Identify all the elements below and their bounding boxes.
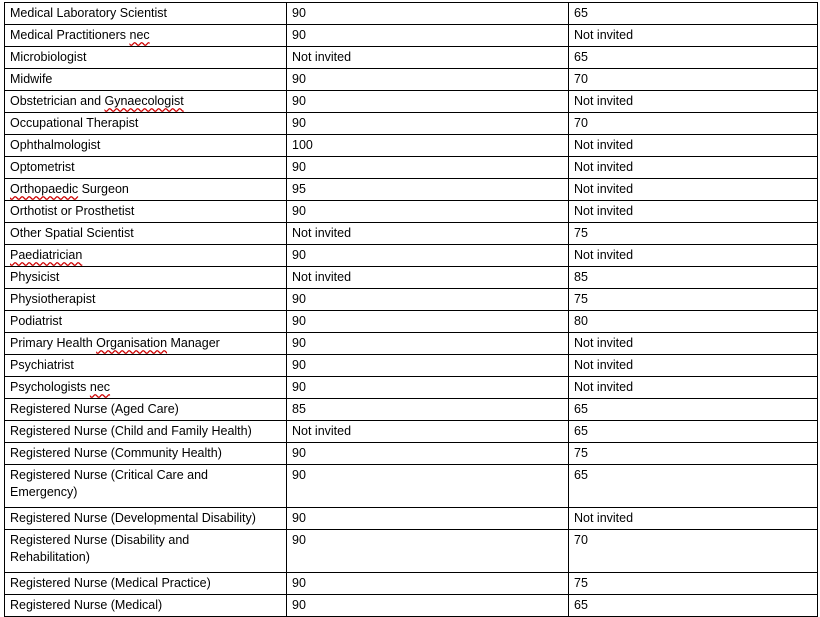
value-cell-col3: 75 xyxy=(569,443,818,465)
value-cell-col3: 80 xyxy=(569,311,818,333)
table-body xyxy=(5,3,818,617)
value-cell-col2: 90 xyxy=(287,289,569,311)
occupation-cell: Registered Nurse (Community Health) xyxy=(5,443,287,465)
table-row xyxy=(5,157,818,179)
occupation-cell: Microbiologist xyxy=(5,47,287,69)
table-row xyxy=(5,47,818,69)
occupation-cell: Physiotherapist xyxy=(5,289,287,311)
table-row xyxy=(5,69,818,91)
table-row xyxy=(5,355,818,377)
table-row xyxy=(5,113,818,135)
value-cell-col3: 75 xyxy=(569,223,818,245)
value-cell-col2: Not invited xyxy=(287,267,569,289)
occupation-cell: Registered Nurse (Medical) xyxy=(5,595,287,617)
value-cell-col2: 95 xyxy=(287,179,569,201)
occupation-cell xyxy=(5,245,287,267)
table-row xyxy=(5,311,818,333)
table-row xyxy=(5,25,818,47)
value-cell-col2: 90 xyxy=(287,69,569,91)
value-cell-col3: Not invited xyxy=(569,245,818,267)
value-cell-col3: Not invited xyxy=(569,157,818,179)
table-row xyxy=(5,421,818,443)
table-row xyxy=(5,508,818,530)
value-cell-col3: Not invited xyxy=(569,91,818,113)
value-cell-col2: 90 xyxy=(287,333,569,355)
value-cell-col2: 90 xyxy=(287,465,569,508)
occupation-cell: Ophthalmologist xyxy=(5,135,287,157)
value-cell-col3: 75 xyxy=(569,289,818,311)
occupation-cell: Registered Nurse (Medical Practice) xyxy=(5,573,287,595)
value-cell-col2: 85 xyxy=(287,399,569,421)
occupation-cell: Optometrist xyxy=(5,157,287,179)
value-cell-col2: 90 xyxy=(287,201,569,223)
occupation-cell: Obstetrician and Gynaecologist xyxy=(5,91,287,113)
value-cell-col2: Not invited xyxy=(287,421,569,443)
table-row xyxy=(5,333,818,355)
table-row xyxy=(5,245,818,267)
value-cell-col2: 90 xyxy=(287,245,569,267)
value-cell-col2: 90 xyxy=(287,573,569,595)
value-cell-col3: 85 xyxy=(569,267,818,289)
value-cell-col3: 65 xyxy=(569,595,818,617)
spellcheck-word: Organisation xyxy=(96,336,168,350)
table-row xyxy=(5,91,818,113)
occupation-cell: Primary Health Organisation Manager xyxy=(5,333,287,355)
value-cell-col3: 65 xyxy=(569,421,818,443)
value-cell-col2: 90 xyxy=(287,157,569,179)
table-row xyxy=(5,377,818,399)
value-cell-col3: Not invited xyxy=(569,201,818,223)
value-cell-col2: 90 xyxy=(287,3,569,25)
value-cell-col2: 90 xyxy=(287,113,569,135)
table-row xyxy=(5,223,818,245)
occupation-cell: Registered Nurse (Child and Family Health) xyxy=(5,421,287,443)
occupation-cell: Psychologists nec xyxy=(5,377,287,399)
table-row xyxy=(5,289,818,311)
value-cell-col2: Not invited xyxy=(287,223,569,245)
occupation-cell: Registered Nurse (Disability and Rehabilitation) xyxy=(5,530,287,573)
value-cell-col3: 65 xyxy=(569,465,818,508)
value-cell-col3: 65 xyxy=(569,3,818,25)
value-cell-col2: 90 xyxy=(287,377,569,399)
table-row xyxy=(5,573,818,595)
value-cell-col2: 90 xyxy=(287,508,569,530)
table-row xyxy=(5,465,818,508)
occupation-cell: Registered Nurse (Developmental Disability) xyxy=(5,508,287,530)
spellcheck-word: Gynaecologist xyxy=(104,94,184,108)
value-cell-col3: Not invited xyxy=(569,377,818,399)
occupation-cell: Registered Nurse (Aged Care) xyxy=(5,399,287,421)
occupation-cell: Physicist xyxy=(5,267,287,289)
value-cell-col3: 70 xyxy=(569,530,818,573)
value-cell-col3: 65 xyxy=(569,47,818,69)
value-cell-col3: 70 xyxy=(569,113,818,135)
value-cell-col3: Not invited xyxy=(569,355,818,377)
value-cell-col2: Not invited xyxy=(287,47,569,69)
occupation-cell: Medical Laboratory Scientist xyxy=(5,3,287,25)
value-cell-col2: 90 xyxy=(287,443,569,465)
value-cell-col3: Not invited xyxy=(569,135,818,157)
value-cell-col2: 90 xyxy=(287,595,569,617)
occupation-cell: Midwife xyxy=(5,69,287,91)
value-cell-col3: Not invited xyxy=(569,508,818,530)
table-row xyxy=(5,443,818,465)
document-page xyxy=(4,2,818,617)
value-cell-col2: 90 xyxy=(287,311,569,333)
occupation-cell: Medical Practitioners nec xyxy=(5,25,287,47)
value-cell-col3: Not invited xyxy=(569,179,818,201)
spellcheck-word: Orthopaedic xyxy=(10,182,79,196)
table-row xyxy=(5,179,818,201)
table-row xyxy=(5,530,818,573)
occupation-cell: Podiatrist xyxy=(5,311,287,333)
occupation-cell: Registered Nurse (Critical Care and Emergency) xyxy=(5,465,287,508)
value-cell-col2: 90 xyxy=(287,355,569,377)
spellcheck-word: nec xyxy=(129,28,150,42)
table-row xyxy=(5,267,818,289)
value-cell-col3: 70 xyxy=(569,69,818,91)
value-cell-col3: Not invited xyxy=(569,25,818,47)
value-cell-col3: Not invited xyxy=(569,333,818,355)
table-row xyxy=(5,595,818,617)
value-cell-col2: 90 xyxy=(287,25,569,47)
value-cell-col3: 75 xyxy=(569,573,818,595)
value-cell-col2: 90 xyxy=(287,530,569,573)
table-row xyxy=(5,201,818,223)
table-row xyxy=(5,135,818,157)
table-row xyxy=(5,399,818,421)
table-row xyxy=(5,3,818,25)
occupation-cell: Psychiatrist xyxy=(5,355,287,377)
occupation-cell: Occupational Therapist xyxy=(5,113,287,135)
occupation-cell: Other Spatial Scientist xyxy=(5,223,287,245)
occupation-cell: Orthotist or Prosthetist xyxy=(5,201,287,223)
occupation-table xyxy=(4,2,818,617)
occupation-cell: Orthopaedic Surgeon xyxy=(5,179,287,201)
spellcheck-word: Paediatrician xyxy=(10,248,83,262)
value-cell-col2: 100 xyxy=(287,135,569,157)
value-cell-col3: 65 xyxy=(569,399,818,421)
spellcheck-word: nec xyxy=(89,380,111,394)
value-cell-col2: 90 xyxy=(287,91,569,113)
